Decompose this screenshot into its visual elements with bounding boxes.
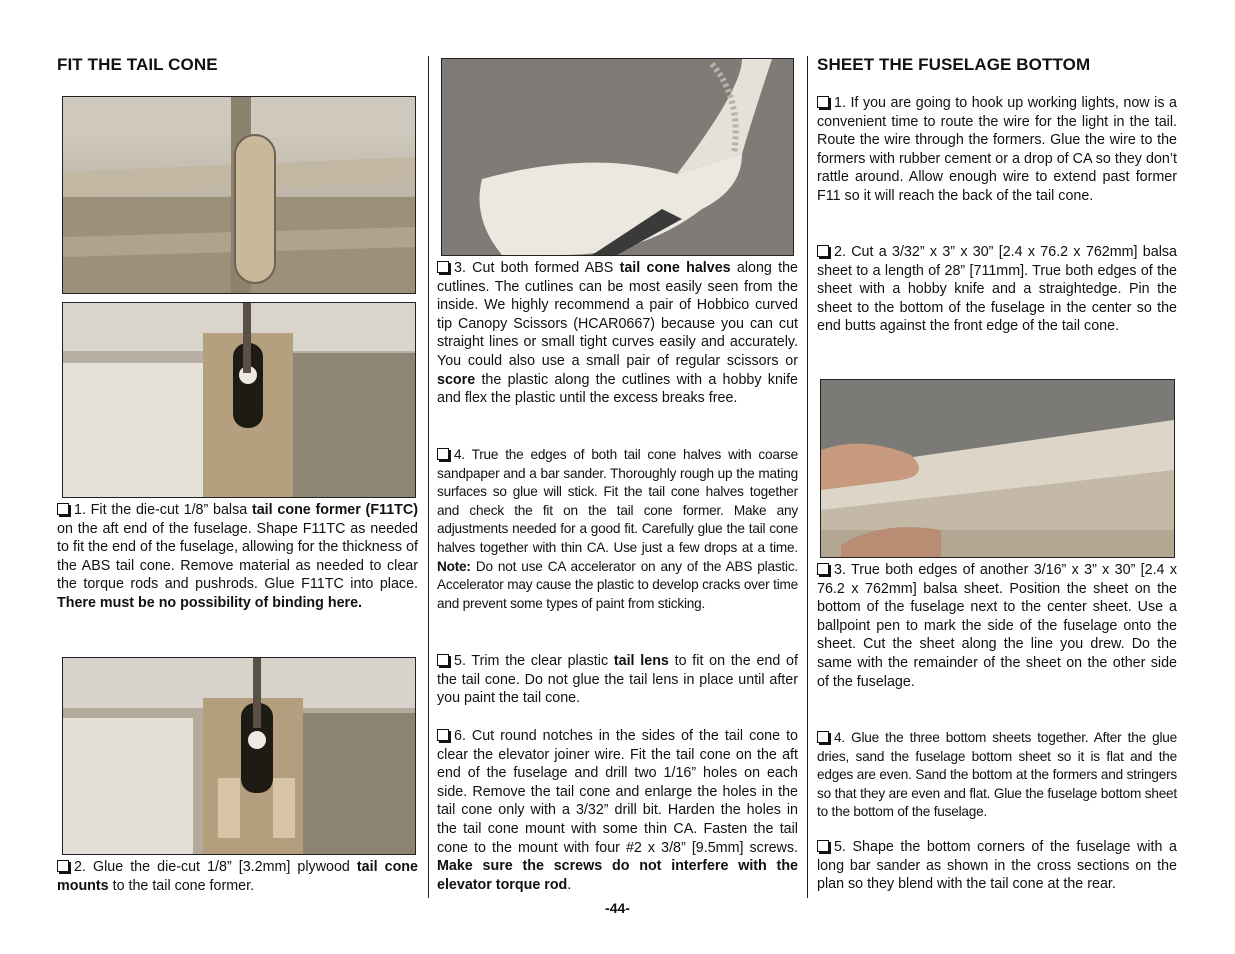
column-divider-right bbox=[807, 56, 808, 898]
step-4-glue-sheets bbox=[817, 729, 1177, 822]
photo-fuselage-bottom-sheet bbox=[820, 379, 1175, 558]
step-text: 2. Glue the die-cut 1/8” [3.2mm] plywood bbox=[74, 859, 357, 875]
column-divider-left bbox=[428, 56, 429, 898]
step-4-true-edges bbox=[437, 446, 798, 613]
step-text: . bbox=[567, 876, 572, 893]
step-3-side-sheets bbox=[817, 561, 1177, 691]
step-bold-text: score bbox=[437, 371, 476, 388]
step-text: to fit on the end of the tail cone. Do not glue the tail lens in place until after you paint the tail cone. bbox=[437, 653, 798, 707]
step-2-tail-cone-mounts bbox=[57, 858, 418, 895]
step-text: 1. Fit the die-cut 1/8” balsa bbox=[74, 502, 252, 518]
step-text: 1. If you are going to hook up working lights, now is a convenient time to route the wire for the light in the tail. Route the wire through the formers. Glue the wire to the formers with rubber cement or a drop of CA so they don’t rattle around. Allow enough wire to extend past former F11 so it will reach the back of the tail cone. bbox=[817, 95, 1177, 204]
step-bold-text: Make sure the screws do not interfere with the elevator torque rod bbox=[437, 858, 798, 893]
step-5-shape-corners bbox=[817, 838, 1177, 894]
step-text: the plastic along the cutlines with a hobby knife and flex the plastic until the excess breaks free. bbox=[437, 371, 798, 407]
step-bold-text: Note: bbox=[437, 558, 471, 574]
step-text: 5. Trim the clear plastic bbox=[454, 653, 614, 669]
checkbox-icon[interactable] bbox=[817, 840, 829, 852]
step-bold-text: There must be no possibility of binding here. bbox=[57, 594, 363, 611]
step-5-tail-lens bbox=[437, 652, 798, 708]
checkbox-icon[interactable] bbox=[817, 731, 829, 743]
photo-tail-cone-former-aft bbox=[62, 302, 416, 498]
checkbox-icon[interactable] bbox=[817, 245, 829, 257]
step-text: on the aft end of the fuselage. Shape F11TC as needed to fit the end of the fuselage, allowing for the thickness of the ABS tail cone. Remove material as needed to clear the torque rods and pushrods. Glue F11TC into place. bbox=[57, 520, 418, 593]
checkbox-icon[interactable] bbox=[437, 261, 449, 273]
step-bold-text: tail lens bbox=[613, 653, 669, 669]
checkbox-icon[interactable] bbox=[817, 96, 829, 108]
section-heading-tail-cone: FIT THE TAIL CONE bbox=[57, 55, 218, 74]
checkbox-icon[interactable] bbox=[437, 654, 449, 666]
checkbox-icon[interactable] bbox=[817, 563, 829, 575]
page-number: -44- bbox=[605, 900, 630, 916]
step-1-working-lights bbox=[817, 94, 1177, 206]
step-bold-text: tail cone mounts bbox=[57, 859, 418, 894]
step-text: 6. Cut round notches in the sides of the tail cone to clear the elevator joiner wire. Fit the tail cone on the aft end of the fuselage and drill two 1/16” holes on each side. Remove the tail cone and enlarge the holes in the tail cone only with a 3/32” drill bit. Harden the holes in the tail cone mount with some thin CA. Fasten the tail cone to the mount with four #2 x 3/8” [9.5mm] screws. bbox=[437, 728, 798, 856]
step-text: 5. Shape the bottom corners of the fuselage with a long bar sander as shown in the cross sections on the plan so they blend with the tail cone at the rear. bbox=[817, 839, 1177, 893]
step-text: 3. Cut both formed ABS bbox=[454, 260, 620, 276]
checkbox-icon[interactable] bbox=[57, 860, 69, 872]
step-text: 4. True the edges of both tail cone halves with coarse sandpaper and a bar sander. Thoroughly rough up the mating surfaces so glue will stick. Fit the tail cone halves together and check the fit on the tail cone former. Make any adjustments needed for a good fit. Carefully glue the tail cone halves together with thin CA. Use just a few drops at a time. bbox=[437, 447, 798, 555]
section-heading-fuselage-bottom: SHEET THE FUSELAGE BOTTOM bbox=[817, 55, 1091, 74]
step-1-fit-former bbox=[57, 501, 418, 613]
photo-tail-cone-former-top bbox=[62, 96, 416, 294]
checkbox-icon[interactable] bbox=[57, 503, 69, 515]
step-3-cut-tail-cone bbox=[437, 259, 798, 408]
step-text: 2. Cut a 3/32” x 3” x 30” [2.4 x 76.2 x 762mm] balsa sheet to a length of 28” [711mm]. True both edges of the sheet with a hobby knife and a straightedge. Pin the sheet to the bottom of the fuselage in the center so the end butts against the front edge of the tail cone. bbox=[817, 244, 1177, 335]
photo-tail-cone-mounts bbox=[62, 657, 416, 855]
step-text: along the cutlines. The cutlines can be most easily seen from the inside. We highly recommend a pair of Hobbico curved tip Canopy Scissors (HCAR0667) because you can cut straight lines or small tight curves easily and accurately. You could also use a small pair of regular scissors or bbox=[437, 260, 798, 369]
step-text: 4. Glue the three bottom sheets together. After the glue dries, sand the fuselage bottom sheet so it is flat and the edges are even. Sand the bottom at the formers and stringers so that they are even and flat. Glue the fuselage bottom sheet to the bottom of the fuselage. bbox=[817, 730, 1177, 820]
step-text: 3. True both edges of another 3/16” x 3” x 30” [2.4 x 76.2 x 762mm] balsa sheet. Position the sheet on the bottom of the fuselage next to the center sheet. Use a ballpoint pen to mark the side of the fuselage onto the sheet. Cut the sheet along the line you drew. Do the same with the remainder of the sheet on the other side of the fuselage. bbox=[817, 562, 1177, 690]
step-text: to the tail cone former. bbox=[108, 877, 255, 894]
checkbox-icon[interactable] bbox=[437, 448, 449, 460]
photo-cutting-tail-cone bbox=[441, 58, 794, 256]
checkbox-icon[interactable] bbox=[437, 729, 449, 741]
step-bold-text: tail cone halves bbox=[619, 260, 731, 276]
step-bold-text: tail cone former (F11TC) bbox=[251, 502, 418, 518]
step-text: Do not use CA accelerator on any of the ABS plastic. Accelerator may cause the plastic to develop cracks over time and prevent some types of paint from sticking. bbox=[437, 558, 798, 611]
step-6-notches bbox=[437, 727, 798, 894]
step-2-center-sheet bbox=[817, 243, 1177, 336]
